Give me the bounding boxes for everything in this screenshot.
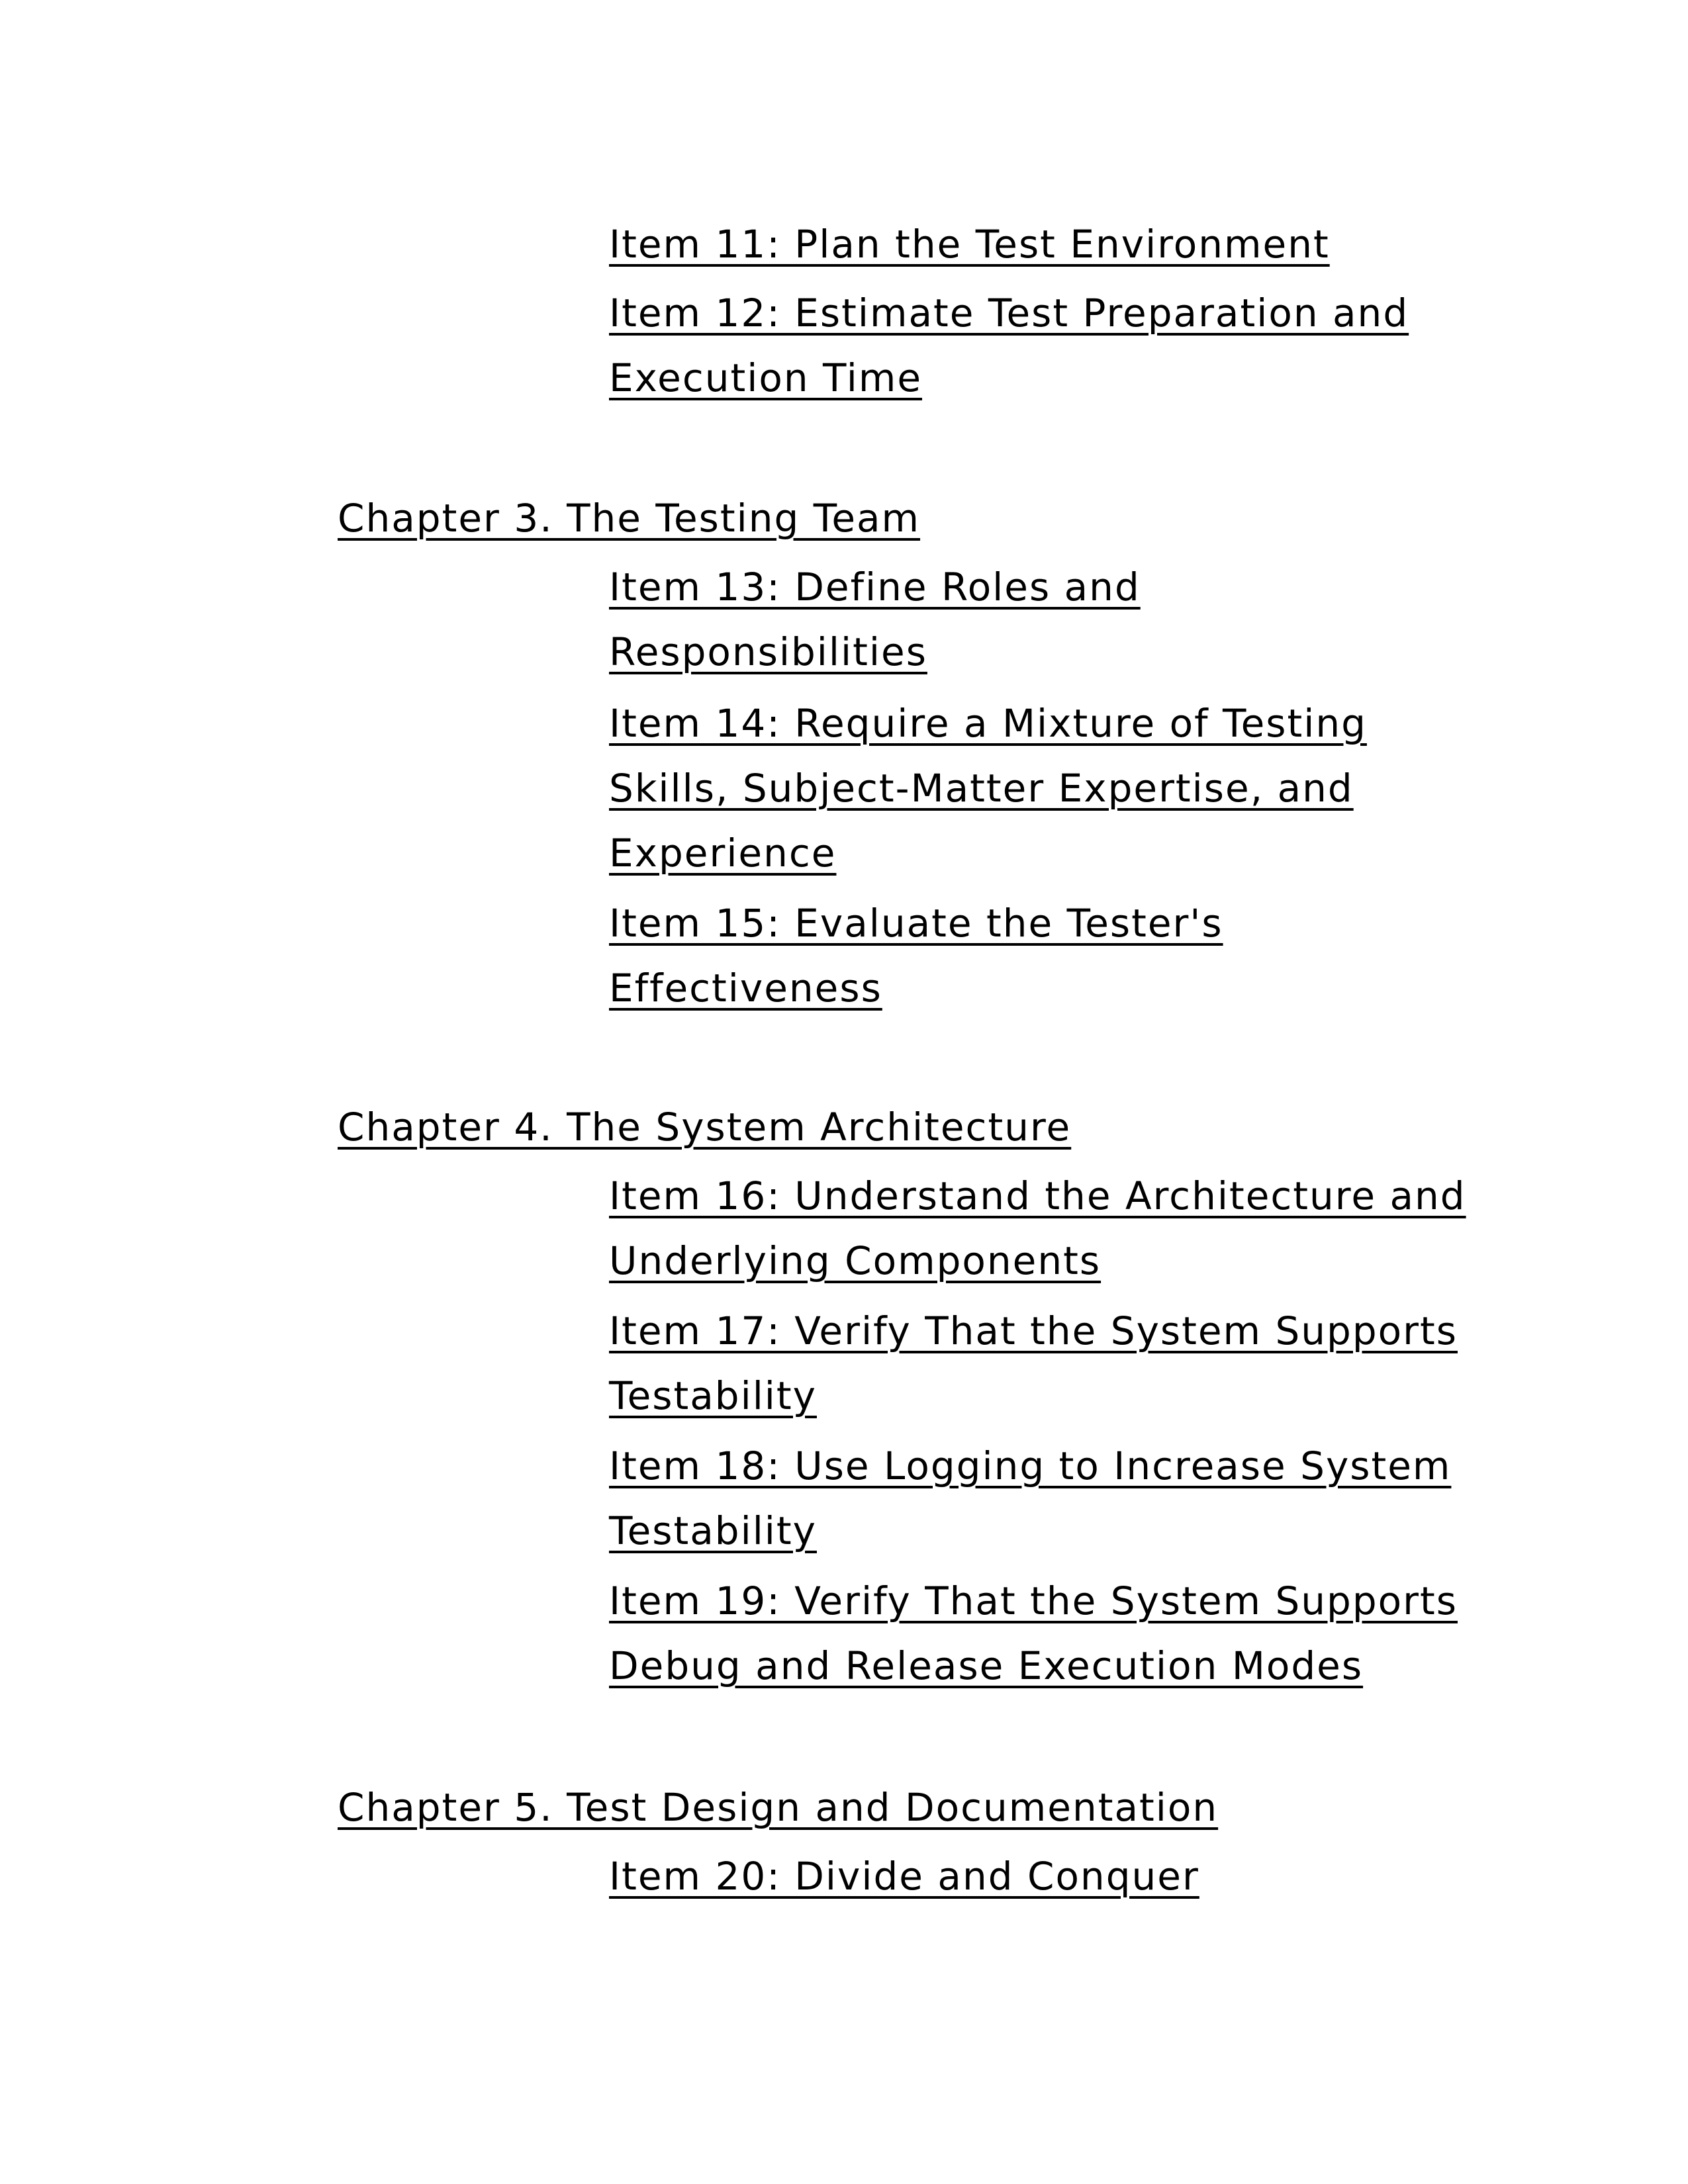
toc-item-14[interactable] [609, 700, 1367, 747]
toc-chapter-4[interactable] [338, 1104, 1071, 1150]
toc-link[interactable]: Responsibilities [609, 629, 927, 674]
toc-chapter-3[interactable] [338, 495, 920, 541]
toc-item-16[interactable] [609, 1173, 1466, 1219]
toc-link[interactable]: Item 14: Require a Mixture of Testing [609, 701, 1367, 746]
toc-item-14-continued-2[interactable] [609, 830, 836, 876]
toc-item-12-continued[interactable] [609, 355, 922, 401]
toc-item-15[interactable] [609, 900, 1223, 946]
toc-link[interactable]: Testability [609, 1373, 817, 1418]
toc-item-14-continued[interactable] [609, 765, 1354, 811]
toc-item-17[interactable] [609, 1308, 1458, 1354]
toc-link[interactable]: Debug and Release Execution Modes [609, 1643, 1364, 1688]
toc-item-11[interactable] [609, 221, 1330, 267]
toc-link[interactable]: Experience [609, 831, 837, 876]
toc-link[interactable]: Chapter 5. Test Design and Documentation [338, 1785, 1219, 1830]
toc-link[interactable]: Effectiveness [609, 966, 882, 1011]
toc-item-16-continued[interactable] [609, 1238, 1101, 1284]
toc-link[interactable]: Item 15: Evaluate the Tester's [609, 901, 1223, 946]
toc-item-20[interactable] [609, 1853, 1199, 1899]
toc-link[interactable]: Item 18: Use Logging to Increase System [609, 1443, 1452, 1488]
toc-link[interactable]: Testability [609, 1508, 817, 1553]
toc-item-18[interactable] [609, 1443, 1451, 1489]
toc-link[interactable]: Underlying Components [609, 1238, 1102, 1283]
toc-link[interactable]: Chapter 3. The Testing Team [338, 496, 921, 541]
toc-link[interactable]: Item 20: Divide and Conquer [609, 1854, 1199, 1899]
toc-chapter-5[interactable] [338, 1784, 1218, 1831]
toc-item-15-continued[interactable] [609, 965, 882, 1011]
toc-item-18-continued[interactable] [609, 1508, 817, 1554]
toc-item-19[interactable] [609, 1578, 1458, 1624]
toc-link[interactable]: Skills, Subject-Matter Expertise, and [609, 766, 1354, 811]
toc-item-17-continued[interactable] [609, 1373, 817, 1419]
toc-link[interactable]: Item 13: Define Roles and [609, 565, 1141, 610]
toc-item-13[interactable] [609, 564, 1141, 610]
toc-item-12[interactable] [609, 290, 1409, 336]
toc-link[interactable]: Item 19: Verify That the System Supports [609, 1578, 1458, 1623]
toc-link[interactable]: Item 12: Estimate Test Preparation and [609, 291, 1409, 336]
toc-link[interactable]: Item 11: Plan the Test Environment [609, 222, 1330, 267]
toc-link[interactable]: Execution Time [609, 355, 922, 400]
toc-item-13-continued[interactable] [609, 629, 927, 675]
toc-item-19-continued[interactable] [609, 1643, 1363, 1689]
toc-link[interactable]: Chapter 4. The System Architecture [338, 1105, 1072, 1150]
toc-link[interactable]: Item 16: Understand the Architecture and [609, 1173, 1466, 1218]
toc-link[interactable]: Item 17: Verify That the System Supports [609, 1308, 1458, 1353]
